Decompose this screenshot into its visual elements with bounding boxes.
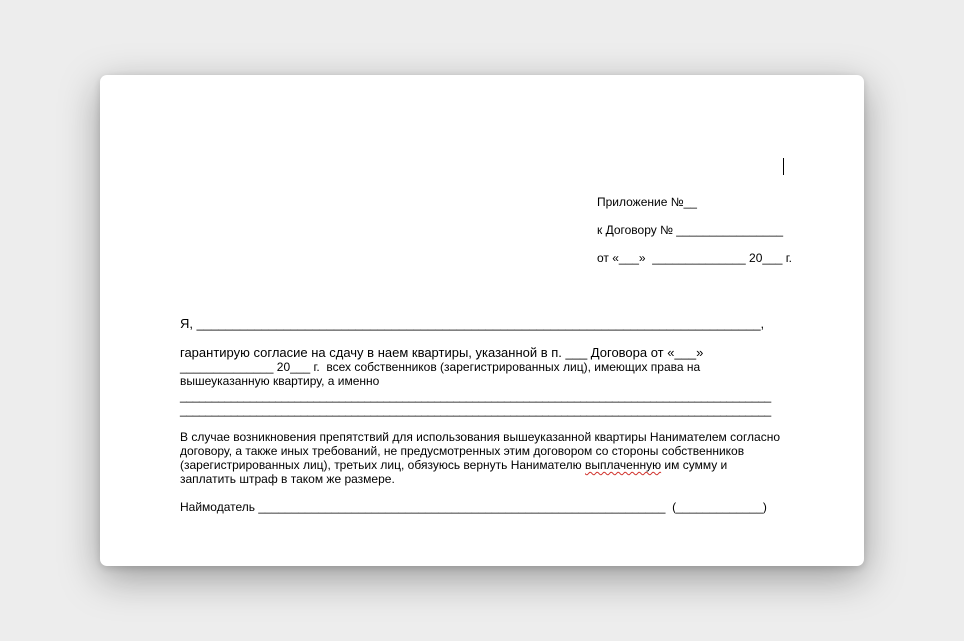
document-page[interactable] [100,75,864,566]
contract-date: от «___» ______________ 20___ г. [597,251,792,265]
consent-line-3: вышеуказанную квартиру, а именно [180,374,380,388]
obstacle-line-3-start: (зарегистрированных лиц), третьих лиц, обязуюсь вернуть Нанимателю [180,458,585,472]
obstacle-line-2: договору, а также иных требований, не предусмотренных этим договором со стороны собственников [180,444,745,458]
signature-line: Наймодатель _____________________________________________________________ (_____________) [180,500,767,514]
consent-line-1: гарантирую согласие на сдачу в наем квартиры, указанной в п. ___ Договора от «___» [180,345,704,360]
appendix-number: Приложение №__ [597,195,697,209]
name-line: Я, ______________________________________________________________________________, [180,316,765,331]
obstacle-line-3 [180,458,727,472]
consent-line-2: ______________ 20___ г. всех собственников (зарегистрированных лиц), имеющих права на [180,360,701,374]
spelling-error-word[interactable]: выплаченную [585,458,662,472]
obstacle-line-4: заплатить штраф в таком же размере. [180,472,395,486]
contract-reference: к Договору № ________________ [597,223,784,237]
blank-fill-line-1: _____________________________________________________________________________________________ [180,389,771,403]
blank-fill-line-2: _____________________________________________________________________________________________ [180,403,771,417]
text-cursor [783,158,784,175]
obstacle-line-1: В случае возникновения препятствий для использования вышеуказанной квартиры Нанимателем согласно [180,430,781,444]
obstacle-line-3-end: им сумму и [661,458,728,472]
